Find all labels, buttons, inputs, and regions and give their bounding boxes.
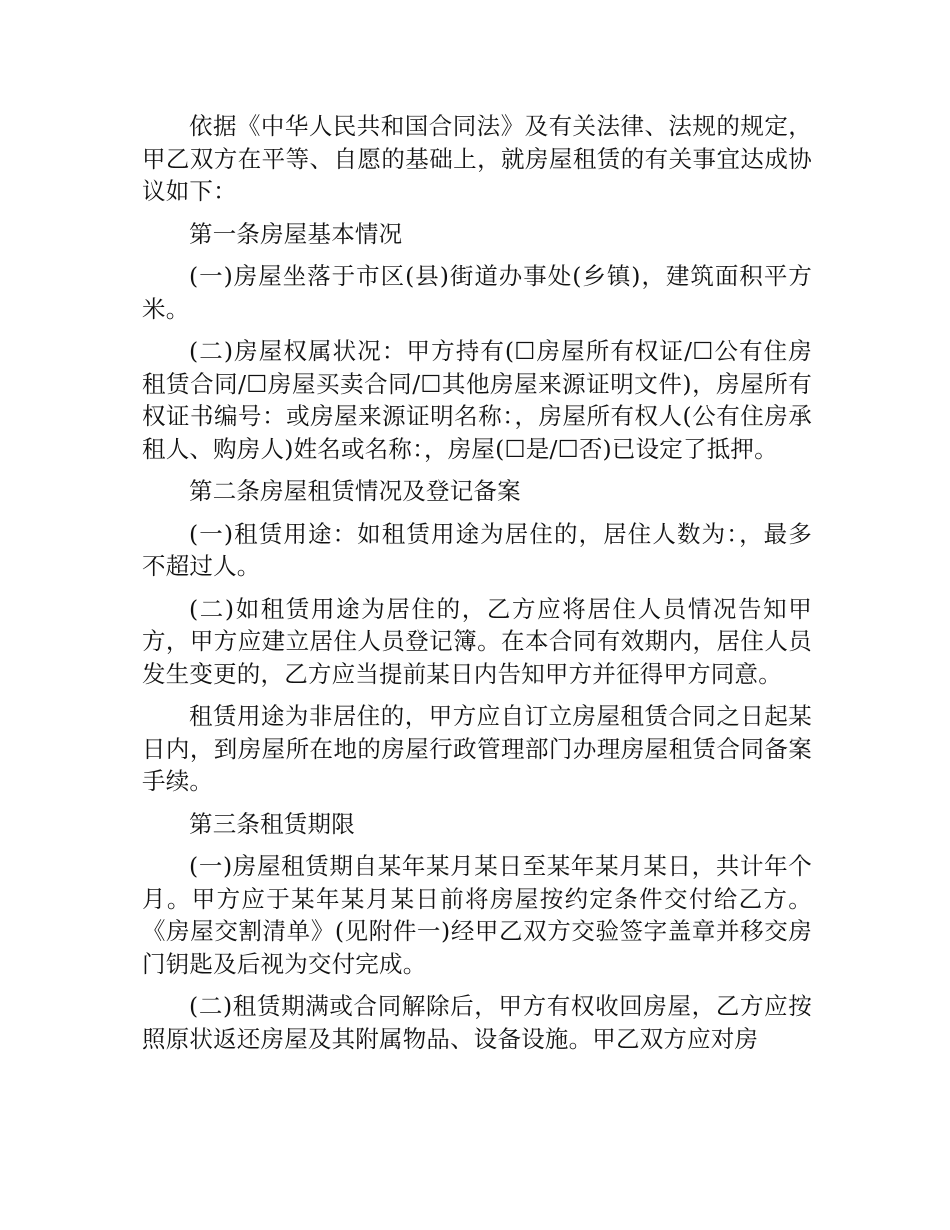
- document-page: [142, 110, 812, 1065]
- article-1-clause-2: (二)房屋权属状况：甲方持有(☐房屋所有权证/☐公有住房租赁合同/☐房屋买卖合同/☐其他房屋来源证明文件)，房屋所有权证书编号：或房屋来源证明名称：，房屋所有权人(公有住房承租人、购房人)姓名或名称：，房屋(☐是/☐否)已设定了抵押。: [142, 337, 812, 463]
- intro-paragraph: 依据《中华人民共和国合同法》及有关法律、法规的规定，甲乙双方在平等、自愿的基础上，就房屋租赁的有关事宜达成协议如下：: [142, 112, 812, 205]
- article-2-clause-2: (二)如租赁用途为居住的，乙方应将居住人员情况告知甲方，甲方应建立居住人员登记簿。在本合同有效期内，居住人员发生变更的，乙方应当提前某日内告知甲方并征得甲方同意。: [142, 594, 812, 688]
- article-3-clause-2: (二)租赁期满或合同解除后，甲方有权收回房屋，乙方应按照原状返还房屋及其附属物品、设备设施。甲乙双方应对房: [142, 992, 812, 1053]
- article-1-heading: 第一条房屋基本情况: [189, 219, 403, 248]
- article-3-clause-1: (一)房屋租赁期自某年某月某日至某年某月某日，共计年个月。甲方应于某年某月某日前将房屋按约定条件交付给乙方。《房屋交割清单》(见附件一)经甲乙双方交验签字盖章并移交房门钥匙及后视为交付完成。: [142, 852, 812, 978]
- article-1-clause-1: (一)房屋坐落于市区(县)街道办事处(乡镇)，建筑面积平方米。: [142, 262, 812, 323]
- article-2-clause-1: (一)租赁用途：如租赁用途为居住的，居住人数为：，最多不超过人。: [142, 519, 812, 580]
- article-2-heading: 第二条房屋租赁情况及登记备案: [189, 477, 521, 505]
- article-3-heading: 第三条租赁期限: [189, 809, 355, 838]
- article-2-clause-3: 租赁用途为非居住的，甲方应自订立房屋租赁合同之日起某日内，到房屋所在地的房屋行政管理部门办理房屋租赁合同备案手续。: [142, 702, 812, 795]
